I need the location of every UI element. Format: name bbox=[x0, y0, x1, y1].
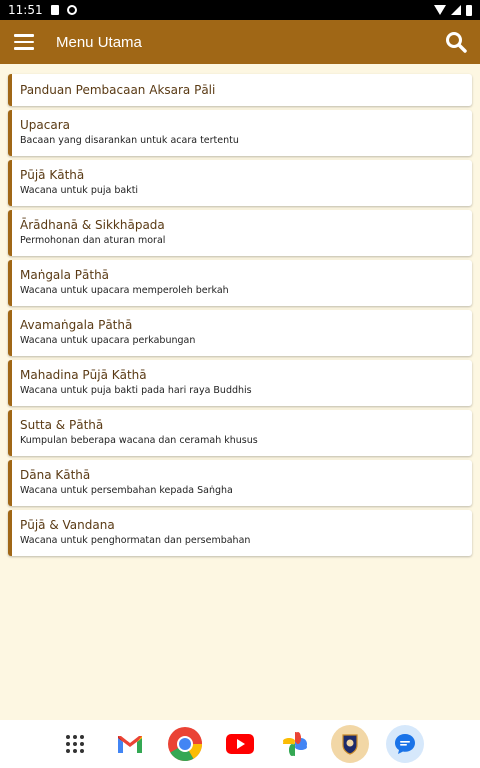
menu-item-mangala-patha[interactable] bbox=[8, 260, 472, 306]
menu-item-puja-katha[interactable] bbox=[8, 160, 472, 206]
photos-icon[interactable] bbox=[276, 725, 314, 763]
menu-item-puja-vandana[interactable] bbox=[8, 510, 472, 556]
menu-item-subtitle: Bacaan yang disarankan untuk acara tertentu bbox=[20, 135, 239, 146]
menu-item-subtitle: Wacana untuk persembahan kepada Saṅgha bbox=[20, 485, 233, 496]
gmail-icon[interactable] bbox=[111, 725, 149, 763]
menu-list bbox=[8, 74, 472, 560]
menu-item-title: Ārādhanā & Sikkhāpada bbox=[20, 218, 165, 232]
menu-item-panduan[interactable] bbox=[8, 74, 472, 106]
app-badge-icon[interactable] bbox=[331, 725, 369, 763]
menu-item-title: Maṅgala Pāthā bbox=[20, 268, 110, 282]
menu-item-title: Panduan Pembacaan Aksara Pāli bbox=[20, 83, 216, 97]
wifi-icon bbox=[434, 5, 446, 15]
app-bar bbox=[0, 20, 480, 64]
menu-item-title: Avamaṅgala Pāthā bbox=[20, 318, 133, 332]
signal-icon bbox=[451, 5, 461, 15]
menu-item-subtitle: Wacana untuk upacara memperoleh berkah bbox=[20, 285, 229, 296]
menu-item-subtitle: Permohonan dan aturan moral bbox=[20, 235, 166, 246]
battery-icon bbox=[466, 5, 472, 16]
search-icon[interactable] bbox=[434, 20, 478, 64]
menu-item-subtitle: Wacana untuk puja bakti bbox=[20, 185, 139, 196]
menu-item-avamangala-patha[interactable] bbox=[8, 310, 472, 356]
menu-item-subtitle: Wacana untuk puja bakti pada hari raya Buddhis bbox=[20, 385, 252, 396]
menu-item-title: Pūjā & Vandana bbox=[20, 518, 115, 532]
menu-item-title: Upacara bbox=[20, 118, 70, 132]
app-dock bbox=[0, 720, 480, 768]
menu-item-subtitle: Wacana untuk penghormatan dan persembahan bbox=[20, 535, 251, 546]
menu-item-title: Sutta & Pāthā bbox=[20, 418, 104, 432]
hamburger-menu-icon[interactable] bbox=[2, 20, 46, 64]
page-title: Menu Utama bbox=[56, 33, 142, 51]
sim-card-icon bbox=[51, 5, 59, 15]
menu-item-title: Dāna Kāthā bbox=[20, 468, 91, 482]
menu-item-subtitle: Kumpulan beberapa wacana dan ceramah khusus bbox=[20, 435, 258, 446]
app-drawer-icon[interactable] bbox=[56, 725, 94, 763]
menu-item-title: Pūjā Kāthā bbox=[20, 168, 85, 182]
menu-item-sutta-patha[interactable] bbox=[8, 410, 472, 456]
status-bar bbox=[0, 0, 480, 20]
status-time: 11:51 bbox=[8, 3, 43, 17]
youtube-icon[interactable] bbox=[221, 725, 259, 763]
menu-item-subtitle: Wacana untuk upacara perkabungan bbox=[20, 335, 196, 346]
menu-item-dana-katha[interactable] bbox=[8, 460, 472, 506]
menu-item-aradhana[interactable] bbox=[8, 210, 472, 256]
menu-item-title: Mahadina Pūjā Kāthā bbox=[20, 368, 147, 382]
sync-icon bbox=[67, 5, 77, 15]
messages-icon[interactable] bbox=[386, 725, 424, 763]
menu-item-mahadina[interactable] bbox=[8, 360, 472, 406]
menu-item-upacara[interactable] bbox=[8, 110, 472, 156]
chrome-icon[interactable] bbox=[166, 725, 204, 763]
